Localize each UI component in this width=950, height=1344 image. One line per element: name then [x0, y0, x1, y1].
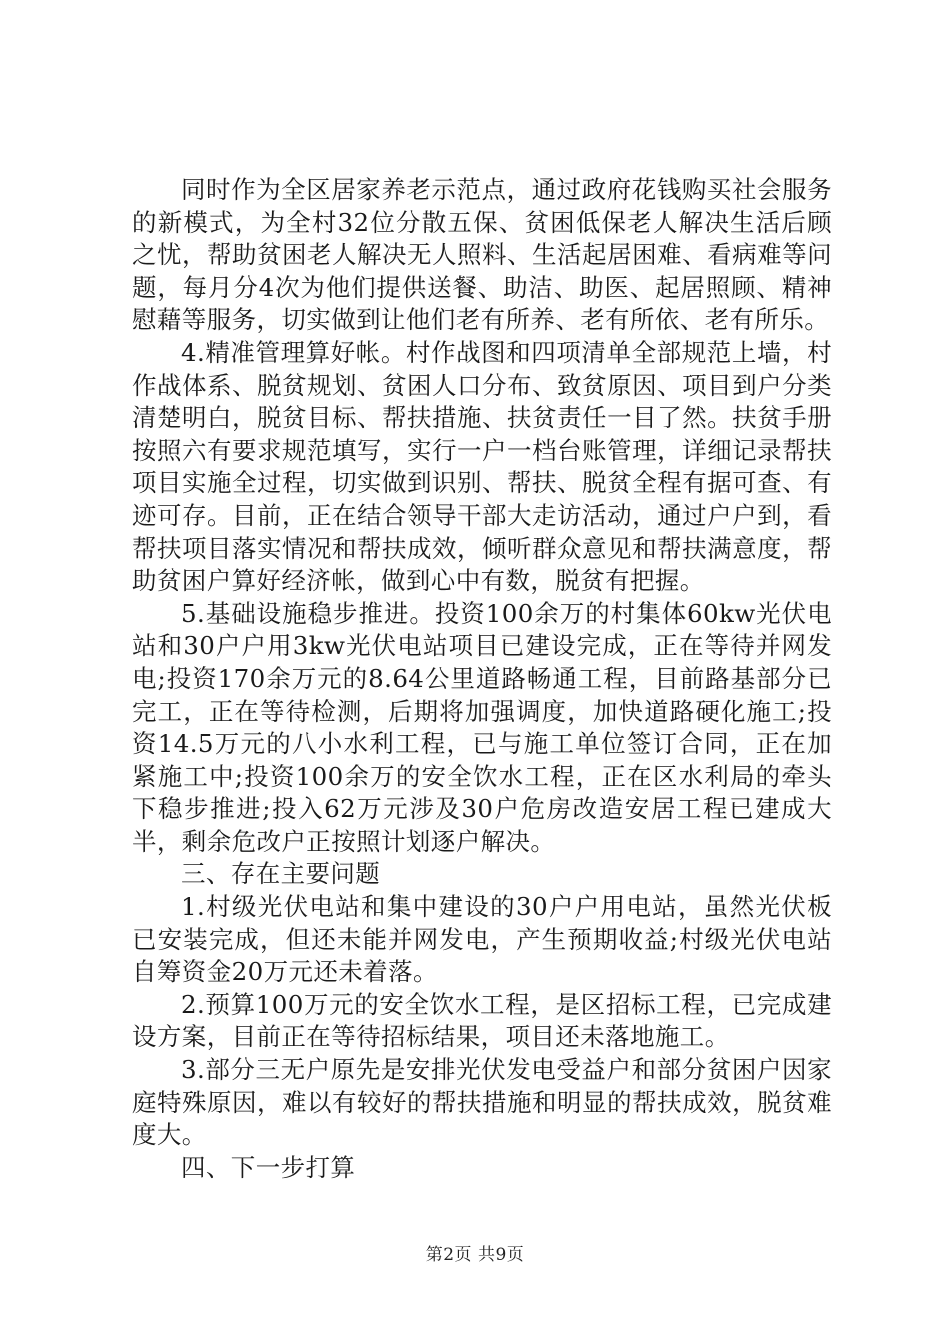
- paragraph-precise-management: 4.精准管理算好帐。村作战图和四项清单全部规范上墙，村作战体系、脱贫规划、贫困人口分布、致贫原因、项目到户分类清楚明白，脱贫目标、帮扶措施、扶贫责任一目了然。扶贫手册按照六有要求规范填写，实行一户一档台账管理，详细记录帮扶项目实施全过程，切实做到识别、帮扶、脱贫全程有据可查、有迹可存。目前，正在结合领导干部大走访活动，通过户户到，看帮扶项目落实情况和帮扶成效，倾听群众意见和帮扶满意度，帮助贫困户算好经济帐，做到心中有数，脱贫有把握。: [132, 337, 832, 596]
- paragraph-problem-3: 3.部分三无户原先是安排光伏发电受益户和部分贫困户因家庭特殊原因，难以有较好的帮扶措施和明显的帮扶成效，脱贫难度大。: [132, 1055, 832, 1150]
- paragraph-elderly-care: 同时作为全区居家养老示范点，通过政府花钱购买社会服务的新模式，为全村32位分散五保、贫困低保老人解决生活后顾之忧，帮助贫困老人解决无人照料、生活起居困难、看病难等问题，每月分4次为他们提供送餐、助洁、助医、起居照顾、精神慰藉等服务，切实做到让他们老有所养、老有所依、老有所乐。: [132, 175, 832, 335]
- section-heading-next-steps: 四、下一步打算: [181, 1152, 356, 1182]
- paragraph-infrastructure: 5.基础设施稳步推进。投资100余万的村集体60kw光伏电站和30户户用3kw光伏电站项目已建设完成，正在等待并网发电;投资170余万元的8.64公里道路畅通工程，目前路基部分已完工，正在等待检测，后期将加强调度，加快道路硬化施工;投资14.5万元的八小水利工程，已与施工单位签订合同，正在加紧施工中;投资100余万的安全饮水工程，正在区水利局的牵头下稳步推进;投入62万元涉及30户危房改造安居工程已建成大半，剩余危改户正按照计划逐户解决。: [132, 598, 832, 856]
- document-body: [132, 174, 832, 1184]
- paragraph-problem-2: 2.预算100万元的安全饮水工程，是区招标工程，已完成建设方案，目前正在等待招标结果，项目还未落地施工。: [132, 989, 832, 1052]
- section-heading-problems: 三、存在主要问题: [181, 859, 381, 889]
- page-number-footer: 第2页 共9页: [425, 1245, 525, 1265]
- paragraph-problem-1: 1.村级光伏电站和集中建设的30户户用电站，虽然光伏板已安装完成，但还未能并网发电，产生预期收益;村级光伏电站自筹资金20万元还未着落。: [132, 892, 832, 987]
